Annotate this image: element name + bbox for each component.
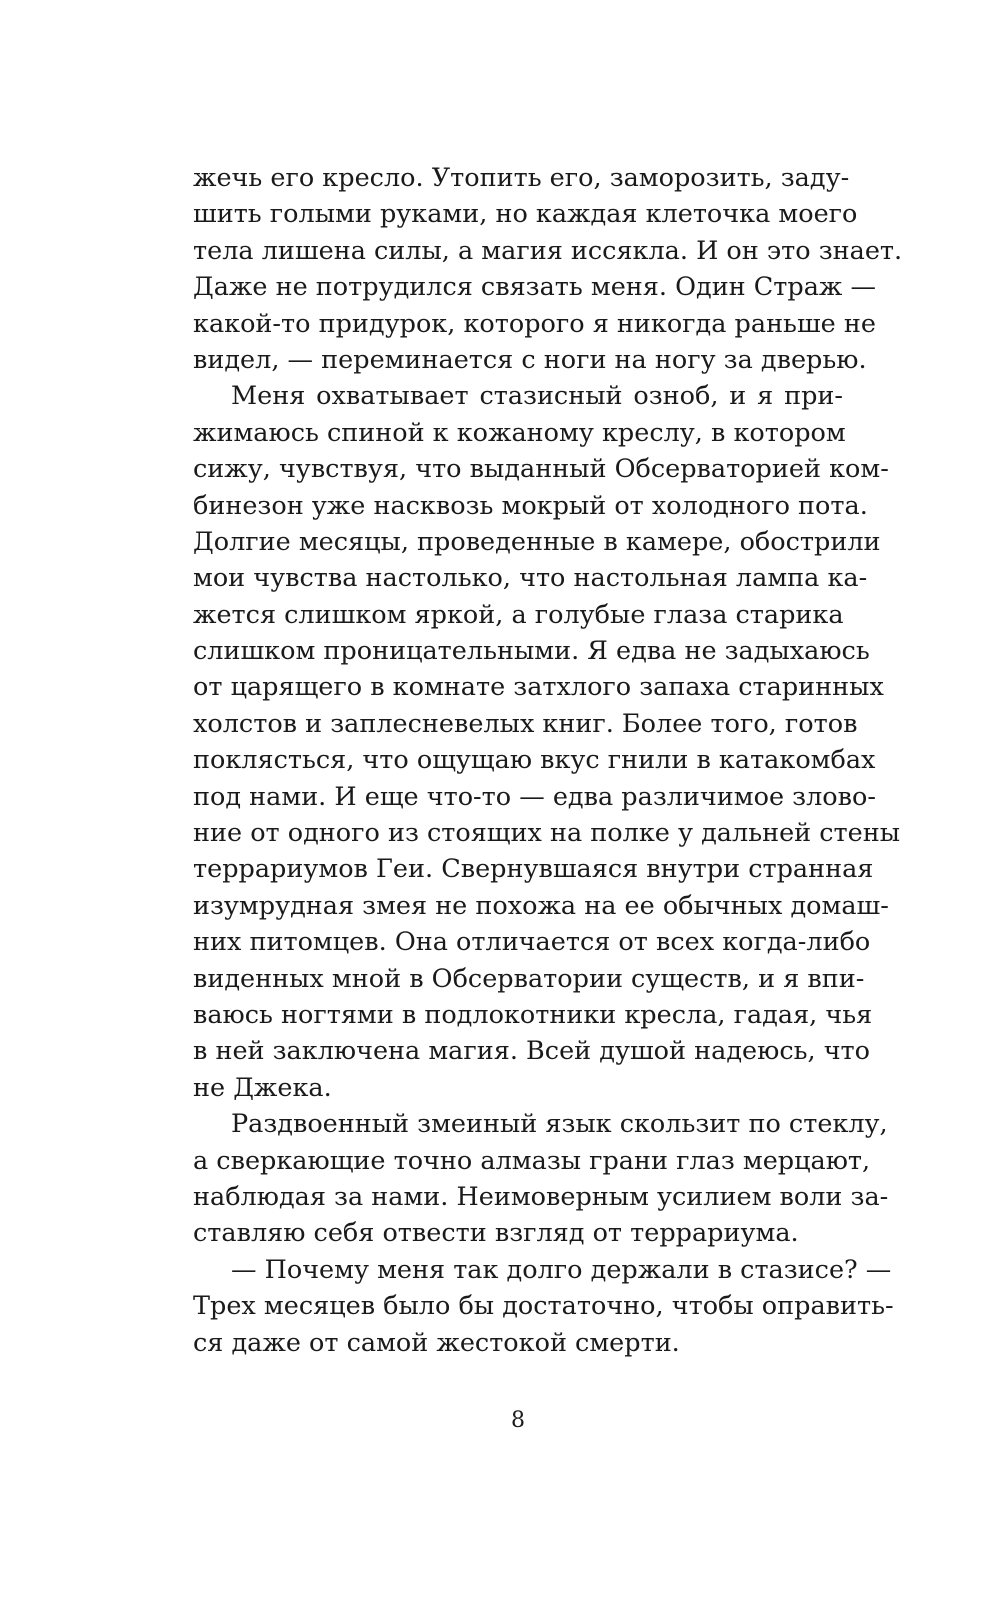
text-line: — Почему меня так долго держали в стазисе? — <box>231 1254 892 1285</box>
text-line: бинезон уже насквозь мокрый от холодного пота. <box>193 490 868 521</box>
text-line: виденных мной в Обсерватории существ, и я впи- <box>193 963 865 994</box>
text-line: жимаюсь спиной к кожаному креслу, в котором <box>193 417 846 448</box>
text-line: слишком проницательными. Я едва не задыхаюсь <box>193 636 870 667</box>
text-line: террариумов Геи. Свернувшаяся внутри странная <box>193 854 874 885</box>
text-line: под нами. И еще что-то — едва различимое злово- <box>193 781 876 812</box>
text-line: них питомцев. Она отличается от всех когда-либо <box>193 927 871 958</box>
text-line: в ней заключена магия. Всей душой надеюсь, что <box>193 1036 871 1067</box>
text-line: Трех месяцев было бы достаточно, чтобы оправить- <box>193 1291 894 1322</box>
text-line: какой-то придурок, которого я никогда раньше не <box>193 308 876 339</box>
text-line: сижу, чувствуя, что выданный Обсерваторией ком- <box>193 454 889 485</box>
text-line: шить голыми руками, но каждая клеточка моего <box>193 199 858 230</box>
text-line: ние от одного из стоящих на полке у дальней стены <box>193 818 901 849</box>
text-line: а сверкающие точно алмазы грани глаз мерцают, <box>193 1145 871 1176</box>
text-line: холстов и заплесневелых книг. Более того, готов <box>193 708 858 739</box>
text-line: изумрудная змея не похожа на ее обычных домаш- <box>193 890 889 921</box>
text-line: поклясться, что ощущаю вкус гнили в катакомбах <box>193 745 876 776</box>
text-line: ваюсь ногтями в подлокотники кресла, гадая, чья <box>193 999 873 1030</box>
text-line: Долгие месяцы, проведенные в камере, обострили <box>193 526 881 557</box>
page-body-text <box>193 160 903 1361</box>
text-line: от царящего в комнате затхлого запаха старинных <box>193 672 884 703</box>
text-line: наблюдая за нами. Неимоверным усилием воли за- <box>193 1181 889 1212</box>
text-line: Даже не потрудился связать меня. Один Страж — <box>193 272 876 303</box>
text-line: Раздвоенный змеиный язык скользит по стеклу, <box>231 1109 888 1140</box>
text-line: тела лишена силы, а магия иссякла. И он это знает. <box>193 235 903 266</box>
page-number: 8 <box>511 1408 525 1433</box>
text-line: не Джека. <box>193 1072 332 1103</box>
text-line: жечь его кресло. Утопить его, заморозить, заду- <box>193 163 850 193</box>
text-line: ся даже от самой жестокой смерти. <box>193 1327 680 1358</box>
text-line: Меня охватывает стазисный озноб, и я при- <box>231 381 843 412</box>
text-line: жется слишком яркой, а голубые глаза старика <box>193 599 844 630</box>
text-line: ставляю себя отвести взгляд от террариума. <box>193 1218 799 1249</box>
text-line: видел, — переминается с ноги на ногу за дверью. <box>193 344 867 375</box>
text-line: мои чувства настолько, что настольная лампа ка- <box>193 563 868 594</box>
